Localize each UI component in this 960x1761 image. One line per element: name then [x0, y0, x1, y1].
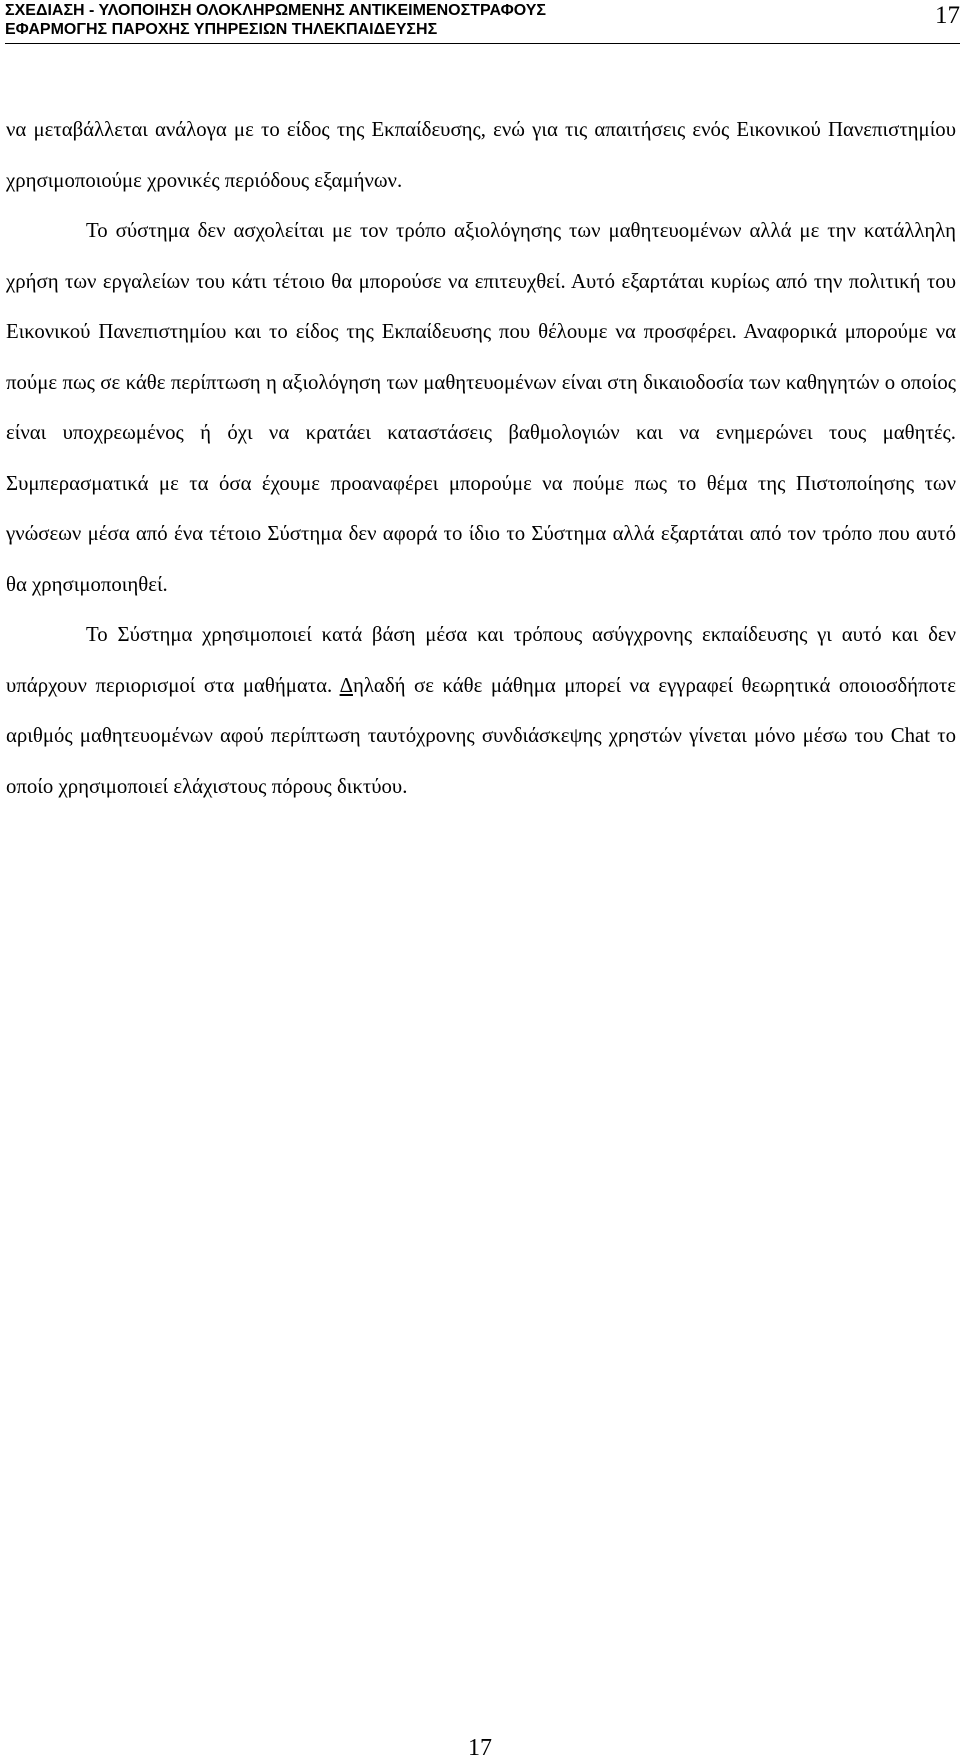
paragraph-3 [6, 610, 956, 812]
header-title-line-2: ΕΦΑΡΜΟΓΗΣ ΠΑΡΟΧΗΣ ΥΠΗΡΕΣΙΩΝ ΤΗΛΕΚΠΑΙΔΕΥΣΗΣ [5, 21, 438, 38]
paragraph-2: Το σύστημα δεν ασχολείται με τον τρόπο αξιολόγησης των μαθητευομένων αλλά με την κατάλληλη χρήση των εργαλείων του κάτι τέτοιο θα μπορούσε να επιτευχθεί. Αυτό εξαρτάται κυρίως από την πολιτική του Εικονικού Πανεπιστημίου και το είδος της Εκπαίδευσης που θέλουμε να προσφέρει. Αναφορικά μπορούμε να πούμε πως σε κάθε περίπτωση η αξιολόγηση των μαθητευομένων είναι στη δικαιοδοσία των καθηγητών ο οποίος είναι υποχρεωμένος ή όχι να κρατάει καταστάσεις βαθμολογιών και να ενημερώνει τους μαθητές. Συμπερασματικά με τα όσα έχουμε προαναφέρει μπορούμε να πούμε πως το θέμα της Πιστοποίησης των γνώσεων μέσα από ένα τέτοιο Σύστημα δεν αφορά το ίδιο το Σύστημα αλλά εξαρτάται από τον τρόπο που αυτό θα χρησιμοποιηθεί. [6, 219, 956, 596]
footer-page-number: 17 [468, 1735, 492, 1761]
paragraph-1: να μεταβάλλεται ανάλογα με το είδος της Εκπαίδευσης, ενώ για τις απαιτήσεις ενός Εικονικού Πανεπιστημίου χρησιμοποιούμε χρονικές περιόδους εξαμήνων. [6, 118, 956, 192]
underlined-letter: Δ [339, 673, 353, 697]
paragraph-3-end: ηλαδή σε κάθε μάθημα μπορεί να εγγραφεί θεωρητικά οποιοσδήποτε αριθμός μαθητευομένων αφού περίπτωση ταυτόχρονης συνδιάσκεψης χρηστών γίνεται μόνο μέσω του Chat το οποίο χρησιμοποιεί ελάχιστους πόρους δικτύου. [6, 673, 957, 798]
header-title-line-1: ΣΧΕΔΙΑΣΗ - ΥΛΟΠΟΙΗΣΗ ΟΛΟΚΛΗΡΩΜΕΝΗΣ ΑΝΤΙΚΕΙΜΕΝΟΣΤΡΑΦΟΥΣ [5, 2, 546, 19]
header-page-number: 17 [935, 2, 960, 29]
running-header [5, 0, 960, 44]
body-text [6, 105, 956, 812]
paragraph-3-start: Το Σύστημα χρησιμοποιεί κατά βάση μέσα και τρόπους ασύγχρονης εκπαίδευσης γι αυτό και δεν υπάρχουν περιορισμοί στα μαθήματα. [6, 623, 956, 697]
